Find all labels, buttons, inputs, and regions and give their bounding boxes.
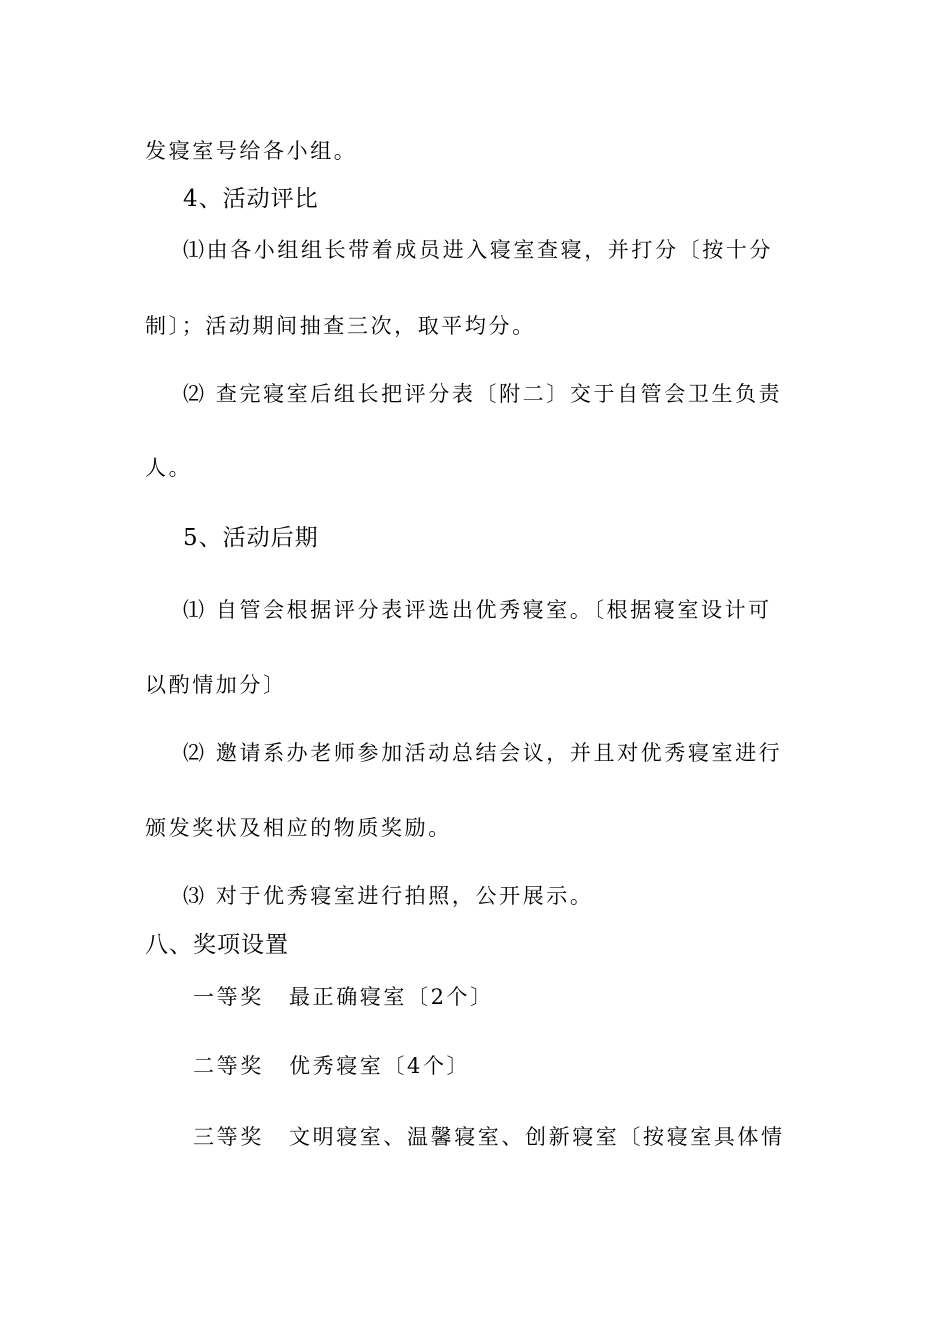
paragraph-line: ⑵ 查完寝室后组长把评分表〔附二〕交于自管会卫生负责: [183, 382, 783, 406]
section-heading-4: 4、活动评比: [183, 186, 319, 212]
paragraph-line: 制〕；活动期间抽查三次，取平均分。: [145, 314, 536, 338]
award-row-first: [193, 987, 494, 1008]
paragraph-line: 颁发奖状及相应的物质奖励。: [145, 816, 452, 840]
award-row-second: [193, 1056, 470, 1077]
paragraph-line: ⑴ 自管会根据评分表评选出优秀寝室。〔根据寝室设计可: [183, 598, 772, 622]
award-level: 一等奖: [193, 985, 264, 1009]
section-heading-5: 5、活动后期: [183, 525, 319, 551]
award-level: 三等奖: [193, 1125, 264, 1149]
award-detail: 文明寝室、温馨寝室、创新寝室〔按寝室具体情: [289, 1125, 785, 1149]
paragraph-line: ⑵ 邀请系办老师参加活动总结会议，并且对优秀寝室进行: [183, 741, 783, 765]
paragraph-line: ⑶ 对于优秀寝室进行拍照，公开展示。: [183, 884, 594, 908]
paragraph-line: 发寝室号给各小组。: [145, 139, 358, 163]
award-row-third: [193, 1127, 785, 1148]
paragraph-line: 以酌情加分〕: [145, 673, 287, 697]
paragraph-line: 人。: [145, 456, 193, 480]
award-detail: 优秀寝室〔4个〕: [289, 1054, 471, 1078]
section-heading-8: 八、奖项设置: [145, 932, 289, 958]
award-level: 二等奖: [193, 1054, 264, 1078]
paragraph-line: ⑴由各小组组长带着成员进入寝室查寝，并打分〔按十分: [183, 238, 773, 262]
award-detail: 最正确寝室〔2个〕: [289, 985, 494, 1009]
